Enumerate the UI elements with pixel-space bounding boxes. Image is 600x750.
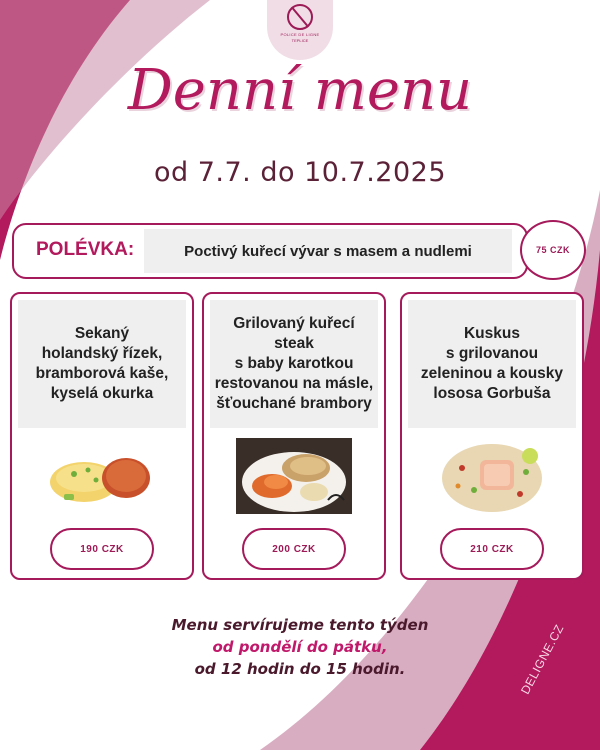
dish-line: holandský řízek, xyxy=(41,345,163,362)
serving-info-days: od pondělí do pátku, xyxy=(212,638,388,656)
dish-price-badge: 190 CZK xyxy=(50,528,154,570)
dish-name xyxy=(408,300,576,428)
dish-line: s grilovanou xyxy=(445,345,539,362)
dish-line: restovanou na másle, xyxy=(214,375,374,392)
dish-card-3 xyxy=(400,292,584,580)
dish-line: kyselá okurka xyxy=(50,385,154,402)
date-range: od 7.7. do 10.7.2025 xyxy=(154,157,446,188)
logo-subtext: TEPLICE xyxy=(291,38,309,43)
dish-line: bramborová kaše, xyxy=(35,365,169,382)
logo-text: POLICE DE LIGNE xyxy=(280,32,320,37)
dish-name xyxy=(210,300,378,428)
dish-photo-schnitzel xyxy=(44,438,160,514)
page-title: Denní menu xyxy=(127,58,473,123)
dish-line: s baby karotkou xyxy=(234,355,354,372)
soup-price-badge: 75 CZK xyxy=(520,220,586,280)
logo-emblem-icon xyxy=(287,4,313,30)
dish-name xyxy=(18,300,186,428)
soup-row xyxy=(12,223,528,279)
dish-line: Kuskus xyxy=(463,325,520,342)
dish-line: Sekaný xyxy=(74,325,130,342)
serving-info-hours: od 12 hodin do 15 hodin. xyxy=(194,660,406,678)
dish-price-badge: 210 CZK xyxy=(440,528,544,570)
dish-line: lososa Gorbuša xyxy=(433,385,551,402)
dish-line: zeleninou a kousky xyxy=(420,365,564,382)
dish-line: šťouchané brambory xyxy=(216,395,372,412)
website-link[interactable]: DELIGNE.CZ xyxy=(518,621,567,697)
serving-info xyxy=(0,614,600,680)
soup-label: POLÉVKA: xyxy=(36,239,135,260)
dish-line: Grilovaný kuřecí steak xyxy=(233,315,355,352)
soup-dish: Poctivý kuřecí vývar s masem a nudlemi xyxy=(144,229,512,273)
dish-card-2 xyxy=(202,292,386,580)
dish-card-1 xyxy=(10,292,194,580)
dish-photo-chicken-steak xyxy=(236,438,352,514)
serving-info-line: Menu servírujeme tento týden xyxy=(171,616,429,634)
dish-photo-couscous-salmon xyxy=(434,438,550,514)
dish-price-badge: 200 CZK xyxy=(242,528,346,570)
